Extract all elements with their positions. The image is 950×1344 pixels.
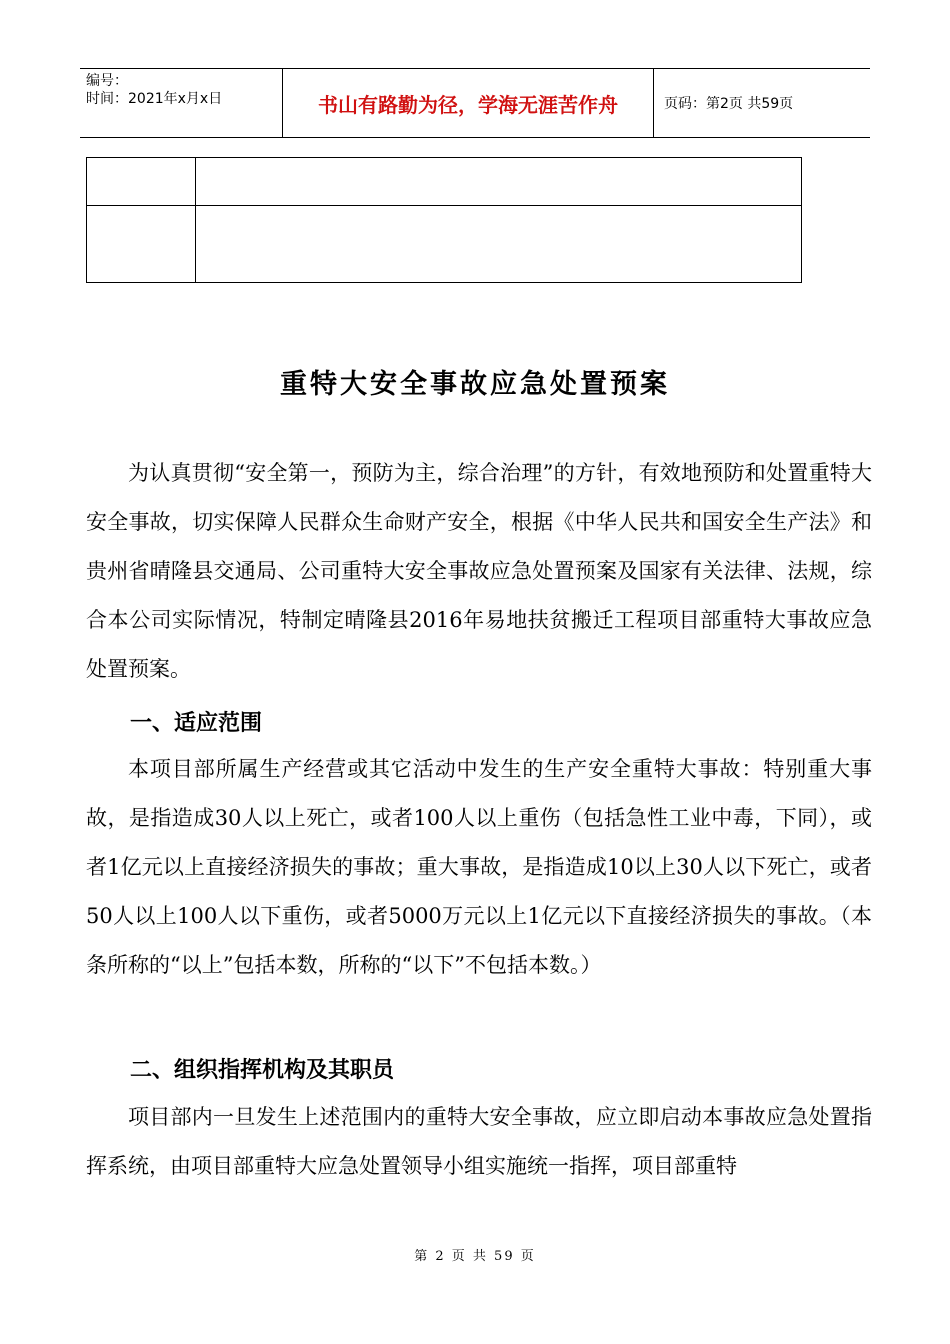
table-cell bbox=[196, 158, 802, 206]
page-footer: 第 2 页 共 59 页 bbox=[414, 1249, 536, 1264]
empty-table bbox=[86, 157, 802, 283]
intro-paragraph: 为认真贯彻“安全第一，预防为主，综合治理”的方针，有效地预防和处置重特大安全事故，切实保障人民群众生命财产安全，根据《中华人民共和国安全生产法》和贵州省晴隆县交通局、公司重特大安全事故应急处置预案及国家有关法律、法规，综合本公司实际情况，特制定晴隆县2016年易地扶贫搬迁工程项目部重特大事故应急处置预案。 bbox=[86, 461, 872, 681]
table-row bbox=[87, 158, 802, 206]
scope-paragraph: 本项目部所属生产经营或其它活动中发生的生产安全重特大事故：特别重大事故，是指造成30人以上死亡，或者100人以上重伤（包括急性工业中毒，下同），或者1亿元以上直接经济损失的事故；重大事故，是指造成10以上30人以下死亡，或者50人以上100人以下重伤，或者5000万元以上1亿元以下直接经济损失的事故。（本条所称的“以上”包括本数，所称的“以下”不包括本数。） bbox=[86, 757, 872, 977]
organization-paragraph: 项目部内一旦发生上述范围内的重特大安全事故，应立即启动本事故应急处置指挥系统，由项目部重特大应急处置领导小组实施统一指挥，项目部重特 bbox=[86, 1105, 872, 1178]
header-page-info: 页码：第2页 共59页 bbox=[664, 96, 794, 112]
section-heading-organization: 二、组织指挥机构及其职员 bbox=[130, 1058, 395, 1083]
document-title: 重特大安全事故应急处置预案 bbox=[280, 369, 670, 400]
number-label: 编号： bbox=[86, 73, 128, 89]
table-cell bbox=[196, 206, 802, 283]
header-meta bbox=[80, 69, 282, 137]
table-cell bbox=[87, 158, 196, 206]
page-header bbox=[80, 68, 870, 138]
time-label: 时间：2021年x月x日 bbox=[86, 91, 223, 107]
section-heading-scope: 一、适应范围 bbox=[130, 711, 263, 736]
table-row bbox=[87, 206, 802, 283]
table-cell bbox=[87, 206, 196, 283]
header-motto: 书山有路勤为径，学海无涯苦作舟 bbox=[282, 69, 654, 137]
